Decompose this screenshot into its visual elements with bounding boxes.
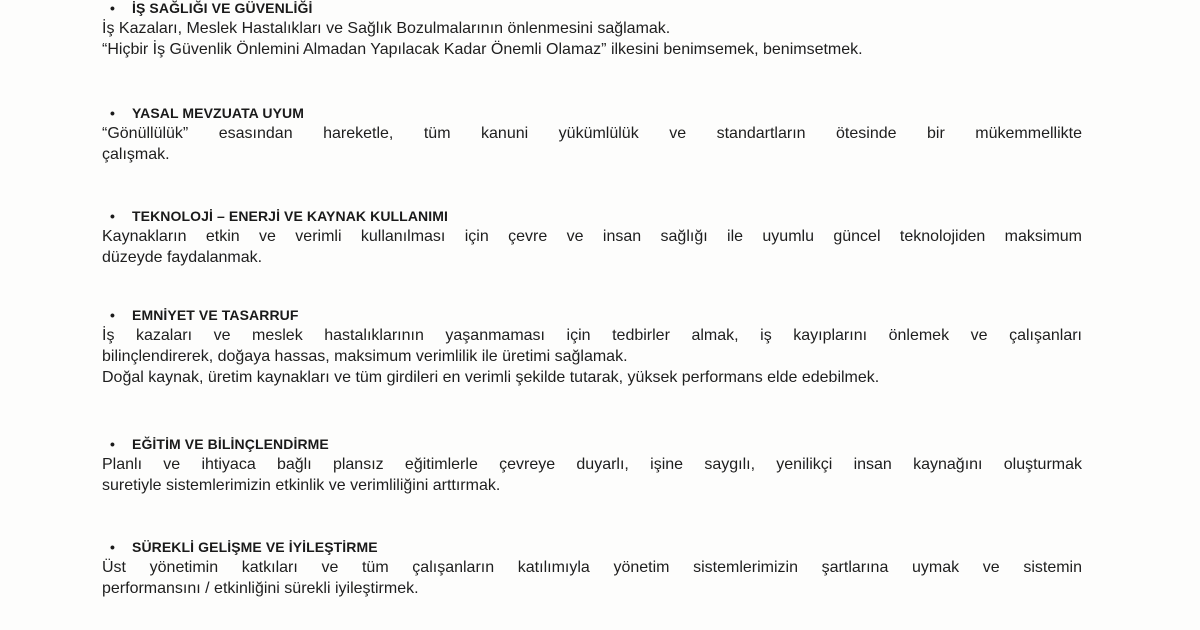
section-training-awareness (102, 434, 1082, 496)
heading-text: SÜREKLİ GELİŞME VE İYİLEŞTİRME (132, 539, 378, 555)
section-safety-savings (102, 305, 1082, 388)
section-body (102, 123, 1082, 165)
body-line: Kaynakların etkin ve verimli kullanılması için çevre ve insan sağlığı ile uyumlu güncel teknolojiden maksimum (102, 228, 1082, 245)
section-body (102, 18, 1082, 60)
section-body (102, 454, 1082, 496)
section-technology-energy-resources (102, 206, 1082, 268)
section-legal-compliance (102, 103, 1082, 165)
body-line: performansını / etkinliğini sürekli iyileştirmek. (102, 580, 419, 597)
section-heading (102, 537, 1082, 557)
heading-text: EMNİYET VE TASARRUF (132, 307, 299, 323)
body-line: “Hiçbir İş Güvenlik Önlemini Almadan Yapılacak Kadar Önemli Olamaz” ilkesini benimsemek, benimsetmek. (102, 41, 863, 58)
body-line: Üst yönetimin katkıları ve tüm çalışanların katılımıyla yönetim sistemlerimizin şartlarına uymak ve sistemin (102, 559, 1082, 576)
body-line: Doğal kaynak, üretim kaynakları ve tüm girdileri en verimli şekilde tutarak, yüksek performans elde edebilmek. (102, 369, 880, 386)
heading-text: EĞİTİM VE BİLİNÇLENDİRME (132, 436, 329, 452)
section-body (102, 325, 1082, 388)
body-line: çalışmak. (102, 146, 170, 163)
body-line: İş Kazaları, Meslek Hastalıkları ve Sağlık Bozulmalarının önlenmesini sağlamak. (102, 20, 671, 37)
body-line: düzeyde faydalanmak. (102, 249, 263, 266)
bullet-icon: • (110, 208, 116, 224)
section-body (102, 226, 1082, 268)
bullet-icon: • (110, 539, 116, 555)
bullet-icon: • (110, 105, 116, 121)
heading-text: İŞ SAĞLIĞI VE GÜVENLİĞİ (132, 0, 313, 16)
body-line: suretiyle sistemlerimizin etkinlik ve verimliliğini arttırmak. (102, 477, 501, 494)
section-continuous-improvement (102, 537, 1082, 599)
bullet-icon: • (110, 0, 116, 16)
heading-text: TEKNOLOJİ – ENERJİ VE KAYNAK KULLANIMI (132, 208, 448, 224)
bullet-icon: • (110, 436, 116, 452)
section-heading (102, 206, 1082, 226)
body-line: Planlı ve ihtiyaca bağlı plansız eğitimlerle çevreye duyarlı, işine saygılı, yenilikçi insan kaynağını oluşturmak (102, 456, 1082, 473)
section-heading (102, 305, 1082, 325)
heading-text: YASAL MEVZUATA UYUM (132, 105, 304, 121)
section-heading (102, 103, 1082, 123)
body-line: “Gönüllülük” esasından hareketle, tüm kanuni yükümlülük ve standartların ötesinde bir mükemmellikte (102, 125, 1082, 142)
section-body (102, 557, 1082, 599)
section-occupational-health-safety (102, 0, 1082, 60)
body-line: bilinçlendirerek, doğaya hassas, maksimum verimlilik ile üretimi sağlamak. (102, 348, 628, 365)
body-line: İş kazaları ve meslek hastalıklarının yaşanmaması için tedbirler almak, iş kayıplarını önlemek ve çalışanları (102, 327, 1082, 344)
section-heading (102, 434, 1082, 454)
bullet-icon: • (110, 307, 116, 323)
section-heading (102, 0, 1082, 18)
